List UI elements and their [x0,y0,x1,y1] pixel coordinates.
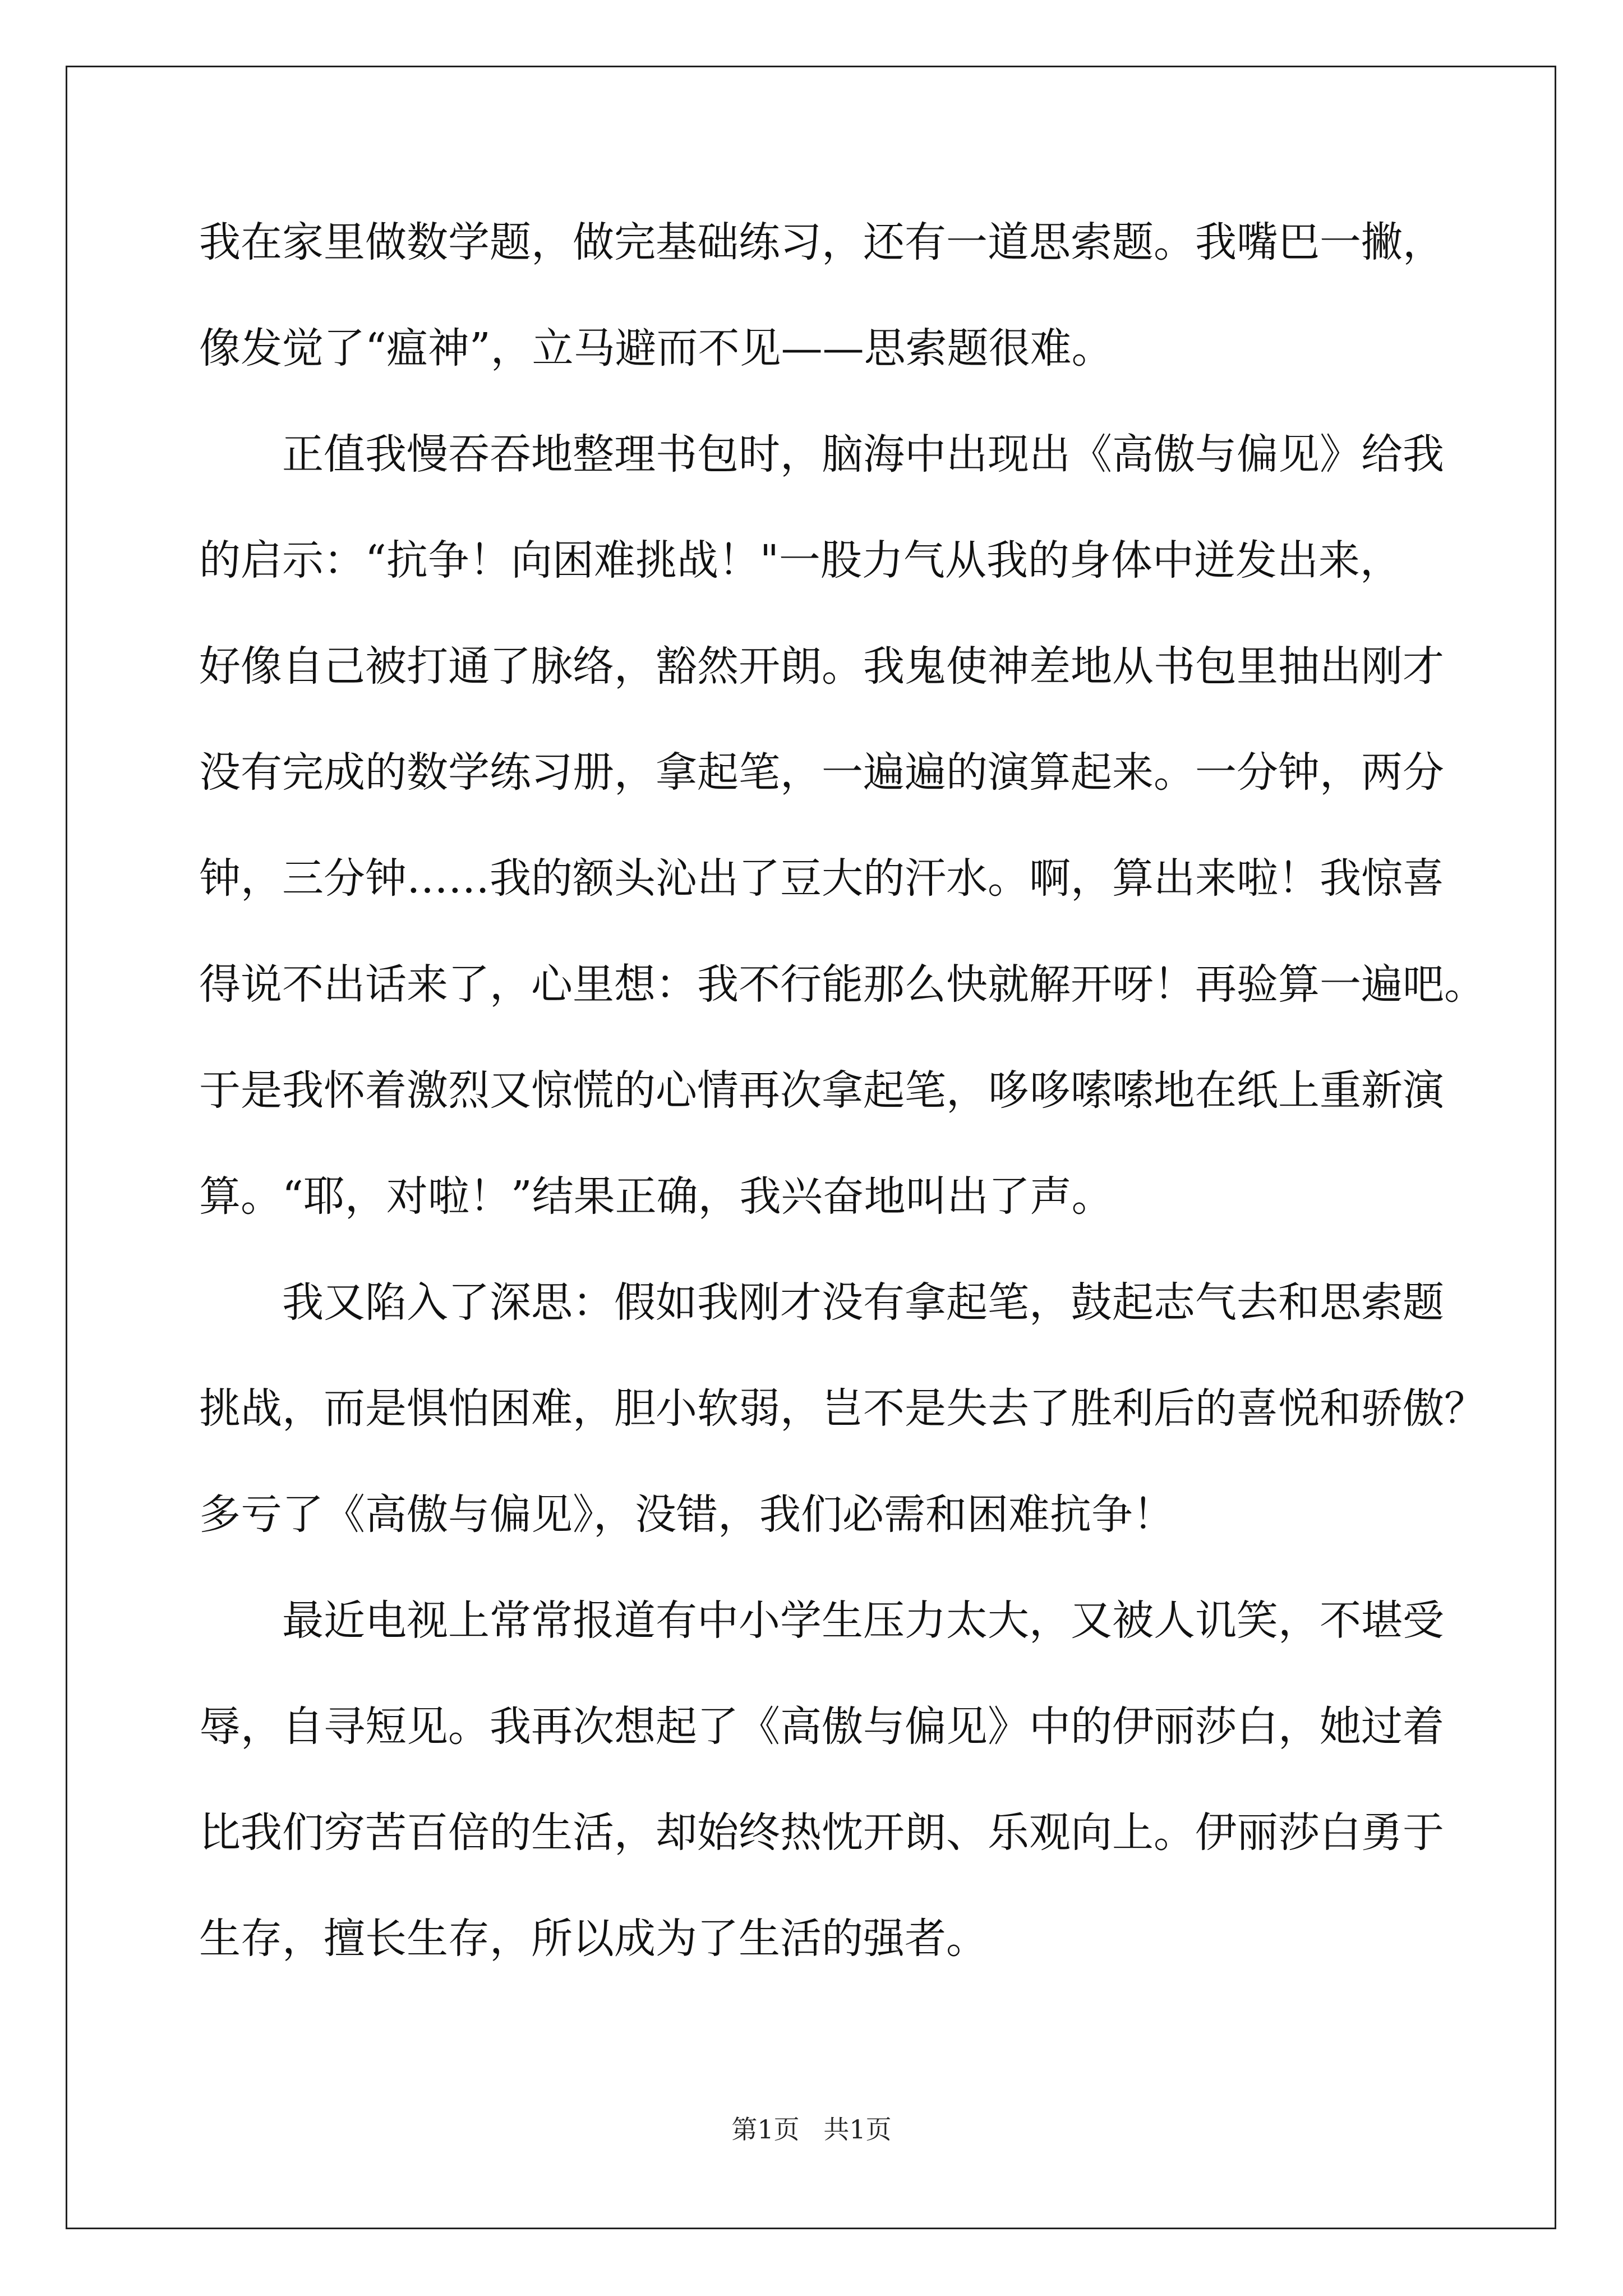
text-line: 挑战，而是惧怕困难，胆小软弱，岂不是失去了胜利后的喜悦和骄傲？ [199,1384,1486,1433]
text-line: 我在家里做数学题，做完基础练习，还有一道思索题。我嘴巴一撇， [199,218,1444,266]
text-line: 像发觉了“瘟神”，立马避而不见——思索题很难。 [199,324,1113,372]
text-line: 得说不出话来了，心里想：我不行能那么快就解开呀！再验算一遍吧。 [199,960,1486,1009]
page-footer [0,2109,1623,2146]
text-line: 最近电视上常常报道有中小学生压力太大，又被人讥笑，不堪受 [282,1596,1444,1645]
page-number: 第1页 [731,2114,800,2145]
text-line: 比我们穷苦百倍的生活，却始终热忱开朗、乐观向上。伊丽莎白勇于 [199,1809,1444,1857]
text-line: 算。“耶，对啦！”结果正确，我兴奋地叫出了声。 [199,1172,1113,1221]
text-line: 正值我慢吞吞地整理书包时，脑海中出现出《高傲与偏见》给我 [282,430,1444,478]
text-line: 好像自己被打通了脉络，豁然开朗。我鬼使神差地从书包里抽出刚才 [199,642,1444,691]
document-body [199,190,1486,1992]
text-line: 的启示：“抗争！向困难挑战！"一股力气从我的身体中迸发出来， [199,536,1401,585]
text-line: 没有完成的数学练习册，拿起笔，一遍遍的演算起来。一分钟，两分 [199,748,1444,797]
page-total: 共1页 [823,2114,892,2145]
text-line: 钟，三分钟……我的额头沁出了豆大的汗水。啊，算出来啦！我惊喜 [199,854,1444,903]
text-line: 生存，擅长生存，所以成为了生活的强者。 [199,1915,988,1963]
text-line: 辱，自寻短见。我再次想起了《高傲与偏见》中的伊丽莎白，她过着 [199,1703,1444,1751]
text-line: 于是我怀着激烈又惊慌的心情再次拿起笔，哆哆嗦嗦地在纸上重新演 [199,1066,1444,1115]
text-line: 多亏了《高傲与偏见》，没错，我们必需和困难抗争！ [199,1490,1174,1539]
text-line: 我又陷入了深思：假如我刚才没有拿起笔，鼓起志气去和思索题 [282,1278,1444,1327]
